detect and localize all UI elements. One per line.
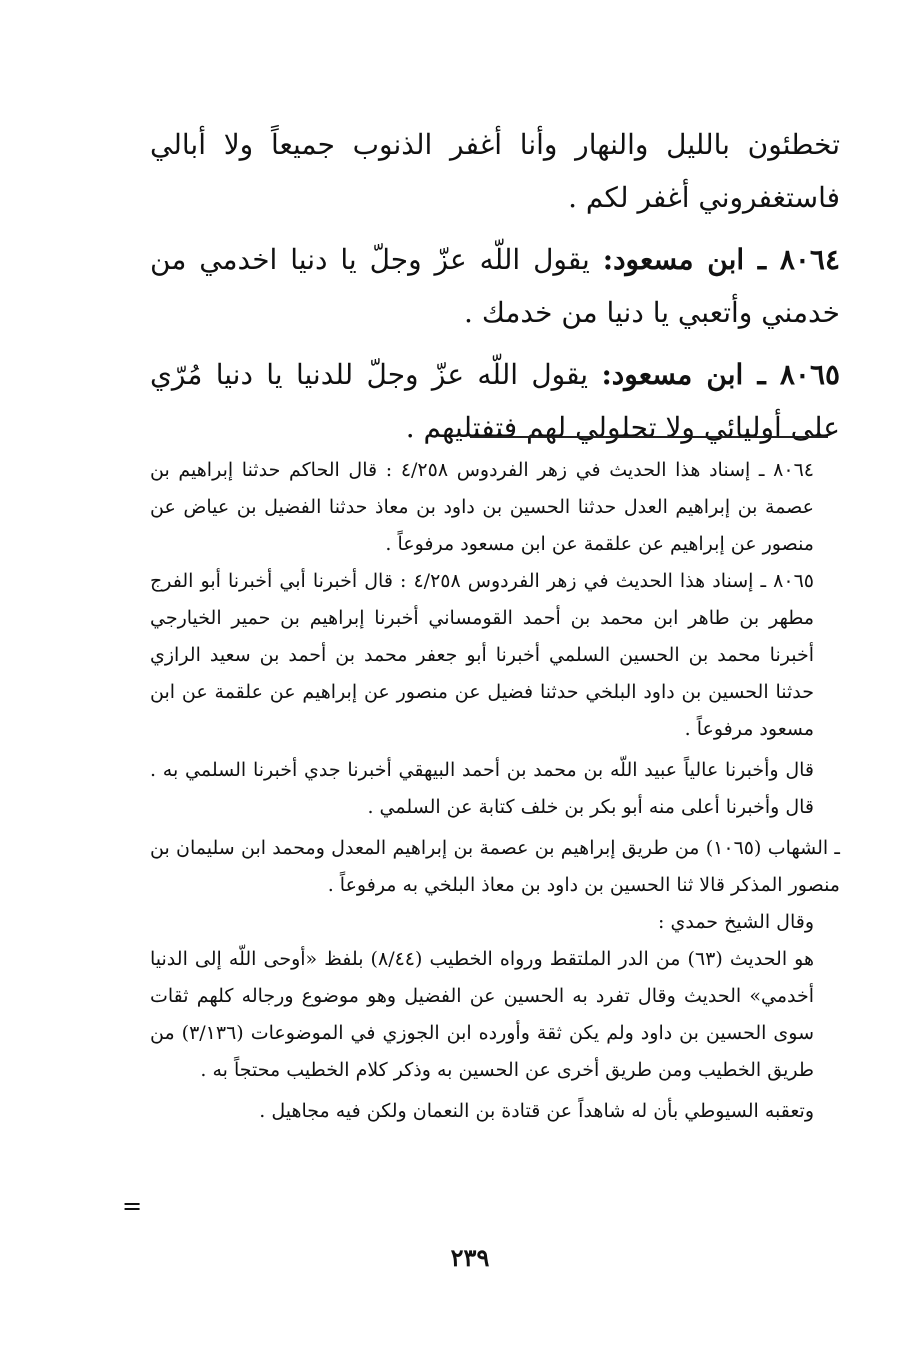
- footnote-separator: [470, 436, 828, 438]
- continuation-mark: =: [121, 1192, 143, 1220]
- page-number: ٢٣٩: [450, 1243, 490, 1272]
- footnote-hamdi: هو الحديث (٦٣) من الدر الملتقط ورواه الخطيب (٨/٤٤) بلفظ «أوحى اللّه إلى الدنيا أخدمي» الحديث وقال تفرد به الحسين عن الفضيل وهو موضوع ورجاله كلهم ثقات سوى الحسين بن داود ولم يكن ثقة وأورده ابن الجوزي في الموضوعات (٣/١٣٦) من طريق الخطيب ومن طريق أخرى عن الحسين به وذكر كلام الخطيب محتجاً به .: [150, 948, 815, 1081]
- footnote-shihab: ـ الشهاب (١٠٦٥) من طريق إبراهيم بن عصمة بن إبراهيم المعدل ومحمد ابن سليمان بن منصور المذكر قالا ثنا الحسين بن داود بن معاذ البلخي به مرفوعاً .: [150, 837, 840, 896]
- hadith-8064-number: ٨٠٦٤ ـ ابن مسعود:: [602, 243, 840, 276]
- main-paragraph-continuation: تخطئون بالليل والنهار وأنا أغفر الذنوب جميعاً ولا أبالي فاستغفروني أغفر لكم .: [150, 128, 840, 214]
- hadith-8065: [150, 348, 840, 454]
- footnote-hamdi-intro: وقال الشيخ حمدي :: [658, 911, 814, 933]
- footnotes-block: [150, 452, 840, 1130]
- footnote-aliyan: قال وأخبرنا عالياً عبيد اللّه بن محمد بن أحمد البيهقي أخبرنا جدي أخبرنا السلمي به . قال وأخبرنا أعلى منه أبو بكر بن خلف كتابة عن السلمي .: [150, 759, 814, 818]
- footnote-suyuti: وتعقبه السيوطي بأن له شاهداً عن قتادة بن النعمان ولكن فيه مجاهيل .: [259, 1100, 814, 1122]
- hadith-8065-number: ٨٠٦٥ ـ ابن مسعود:: [601, 358, 841, 391]
- hadith-8065-text: يقول اللّه عزّ وجلّ للدنيا يا دنيا مُرّي على أوليائي ولا تحلولي لهم فتفتليهم .: [150, 358, 840, 444]
- main-text-block: [150, 118, 840, 463]
- hadith-8064: [150, 233, 840, 339]
- hadith-8064-text: يقول اللّه عزّ وجلّ يا دنيا اخدمي من خدمني وأتعبي يا دنيا من خدمك .: [150, 243, 840, 329]
- footnote-8064: ٨٠٦٤ ـ إسناد هذا الحديث في زهر الفردوس ٤/٢٥٨ : قال الحاكم حدثنا إبراهيم بن عصمة بن إبراهيم العدل حدثنا الحسين بن داود بن معاذ حدثنا الفضيل بن عياض عن منصور عن إبراهيم عن علقمة عن ابن مسعود مرفوعاً .: [150, 459, 814, 555]
- footnote-8065: ٨٠٦٥ ـ إسناد هذا الحديث في زهر الفردوس ٤/٢٥٨ : قال أخبرنا أبي أخبرنا أبو الفرج مطهر بن طاهر ابن محمد بن أحمد القومساني أخبرنا إبراهيم بن حمير الخيارجي أخبرنا محمد بن الحسين السلمي أخبرنا أبو جعفر محمد بن أحمد بن سعيد الرازي حدثنا الحسين بن داود البلخي حدثنا فضيل عن منصور عن إبراهيم عن علقمة عن ابن مسعود مرفوعاً .: [150, 570, 814, 740]
